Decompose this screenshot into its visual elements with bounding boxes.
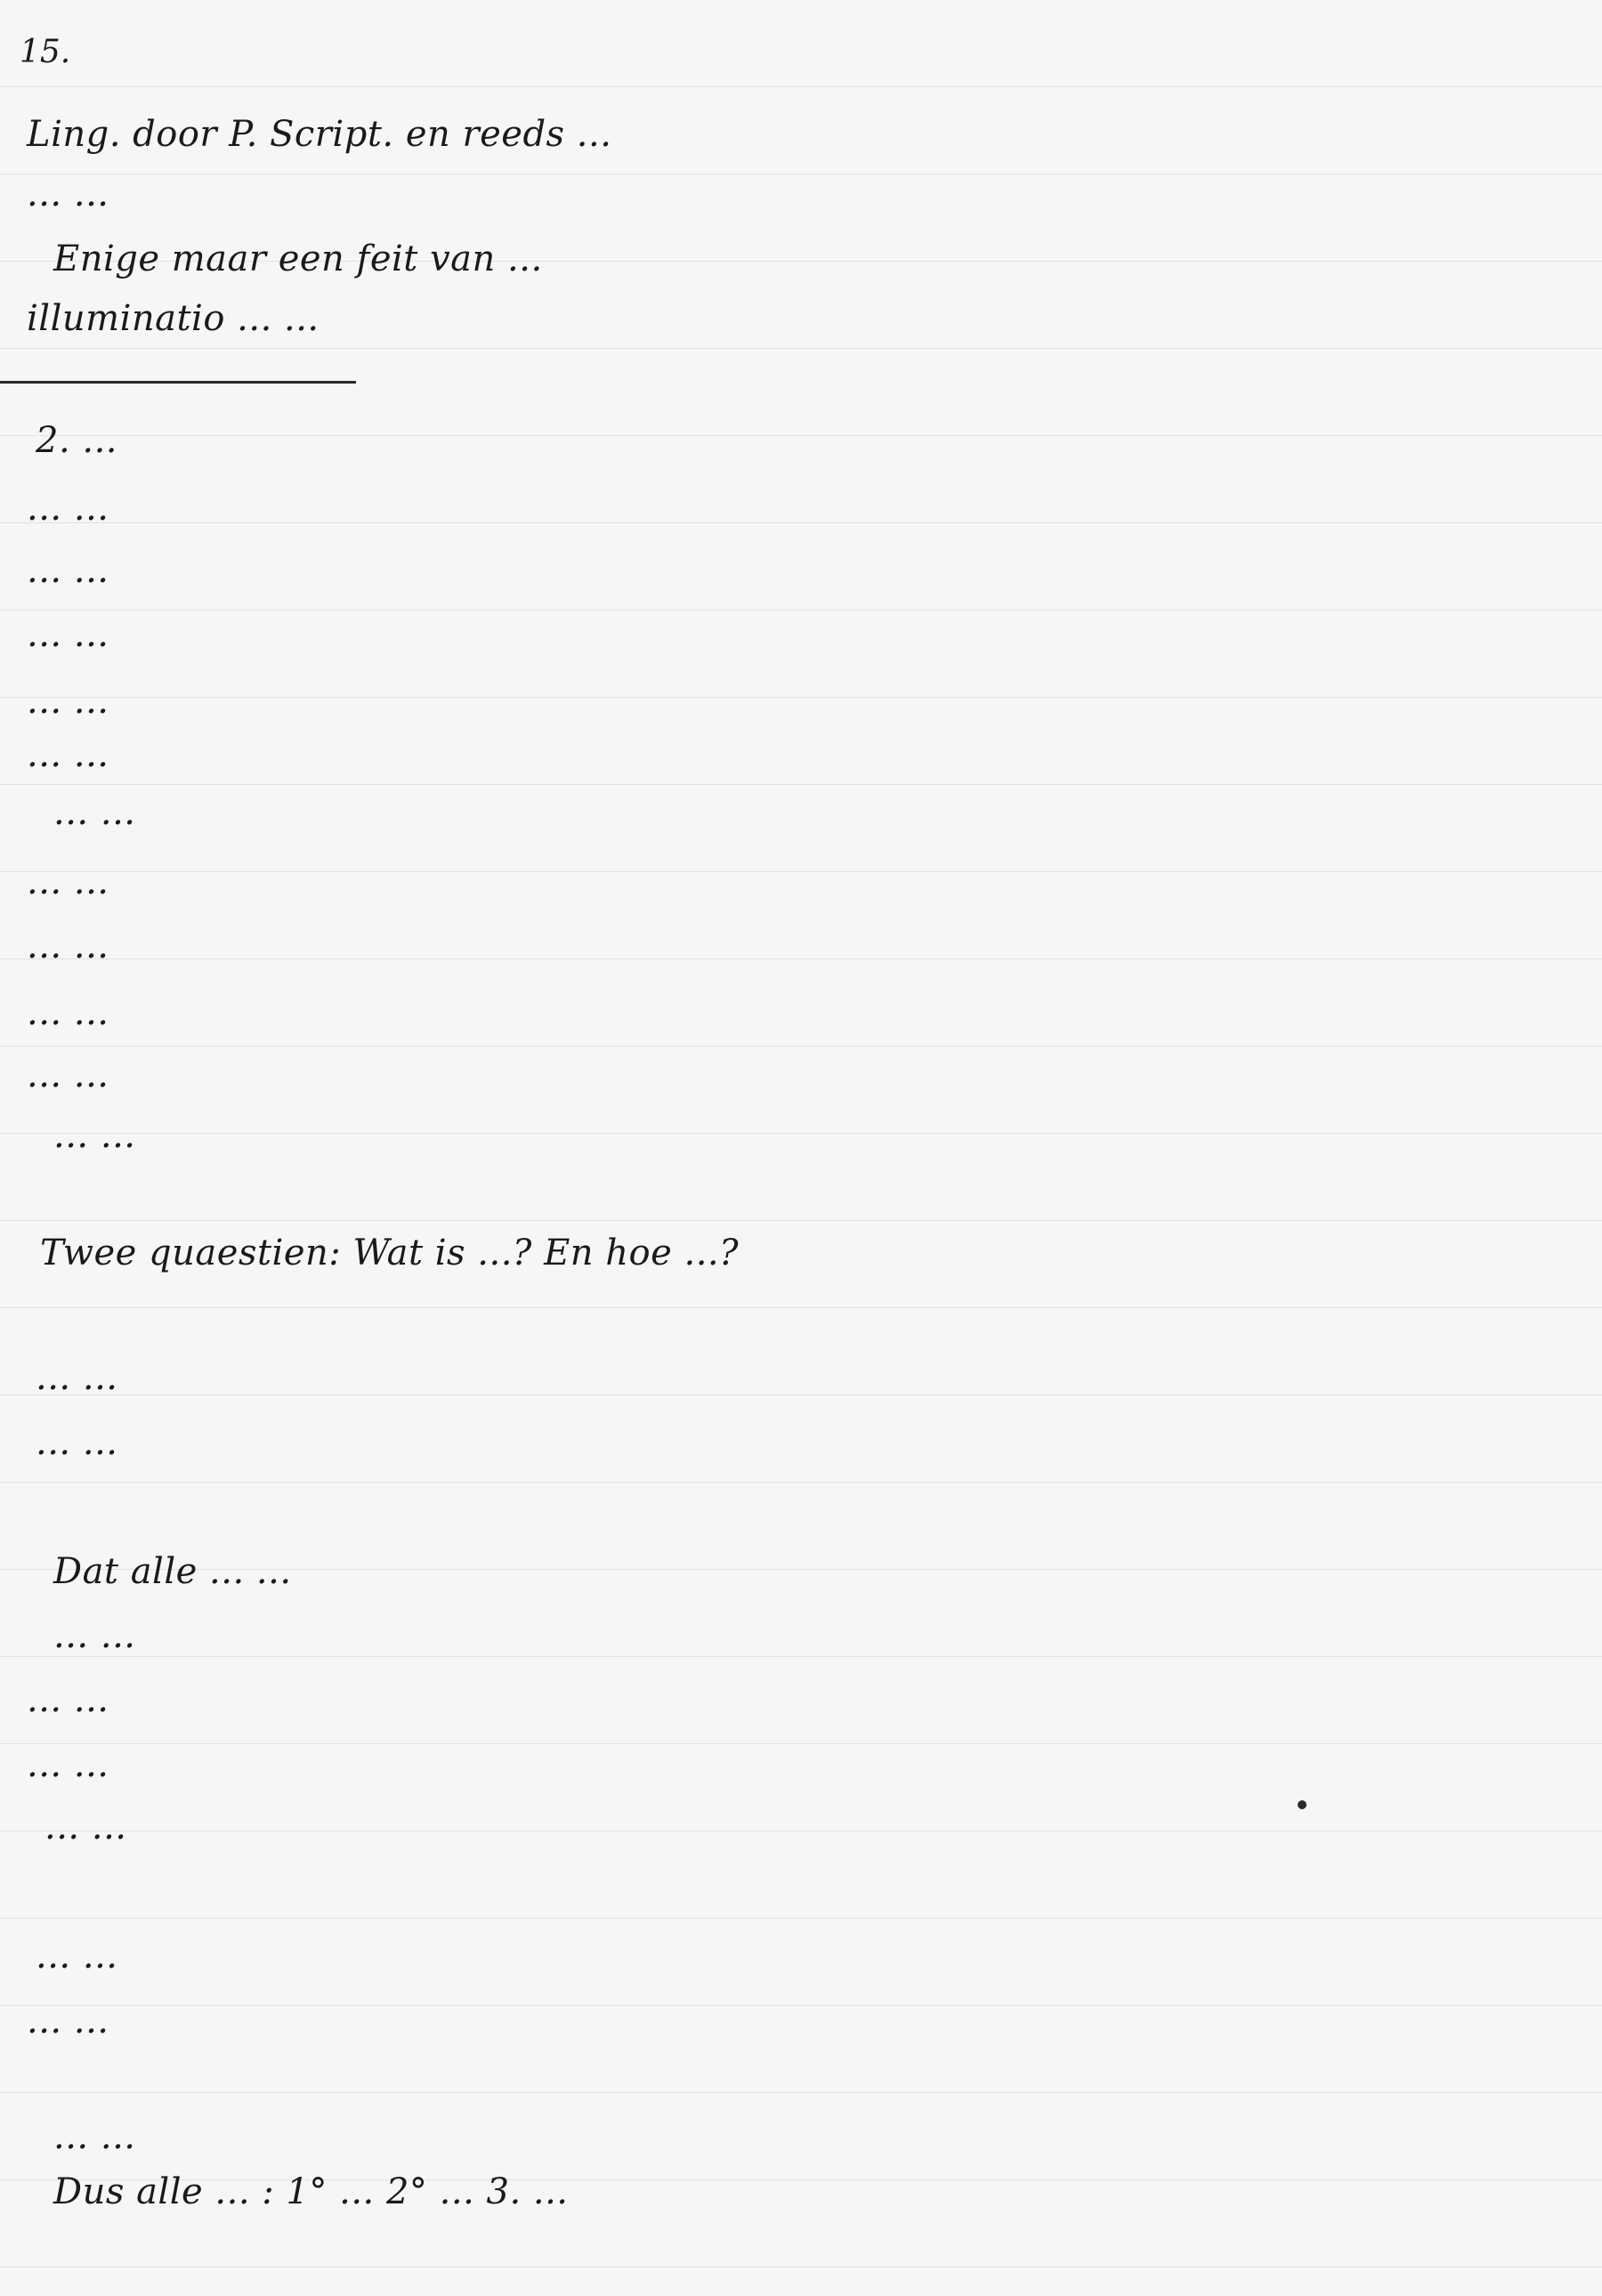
text-line: Dus alle ... : 1° ... 2° ... 3. ... [53, 2171, 569, 2212]
text-line: ... ... [27, 1055, 109, 1095]
text-line: ... ... [53, 792, 136, 833]
text-line: ... ... [27, 2001, 109, 2041]
text-line: ... ... [27, 1679, 109, 1720]
text-line: Dat alle ... ... [53, 1551, 292, 1592]
text-line: illuminatio ... ... [27, 298, 320, 339]
text-line: ... ... [27, 614, 109, 655]
text-line: ... ... [36, 1422, 118, 1463]
text-line: ... ... [27, 488, 109, 529]
text-line: ... ... [27, 174, 109, 214]
text-line: ... ... [27, 734, 109, 775]
text-line: ... ... [36, 1357, 118, 1398]
text-line: ... ... [53, 1115, 136, 1156]
page-number: 15. [20, 34, 71, 70]
ink-dot [1298, 1800, 1307, 1809]
text-line: 2. ... [36, 420, 118, 461]
text-line: ... ... [27, 992, 109, 1033]
text-line: Twee quaestien: Wat is ...? En hoe ...? [40, 1233, 740, 1273]
text-line: ... ... [53, 2116, 136, 2157]
text-line: ... ... [27, 681, 109, 722]
text-line: ... ... [27, 926, 109, 966]
text-line: ... ... [44, 1807, 127, 1847]
text-line: ... ... [36, 1936, 118, 1977]
text-line: ... ... [27, 550, 109, 591]
text-line: Ling. door P. Script. en reeds ... [27, 114, 612, 155]
text-line: ... ... [27, 1744, 109, 1785]
text-line: ... ... [53, 1615, 136, 1656]
section-divider [0, 381, 356, 384]
text-line: Enige maar een feit van ... [53, 238, 543, 279]
text-line: ... ... [27, 861, 109, 902]
